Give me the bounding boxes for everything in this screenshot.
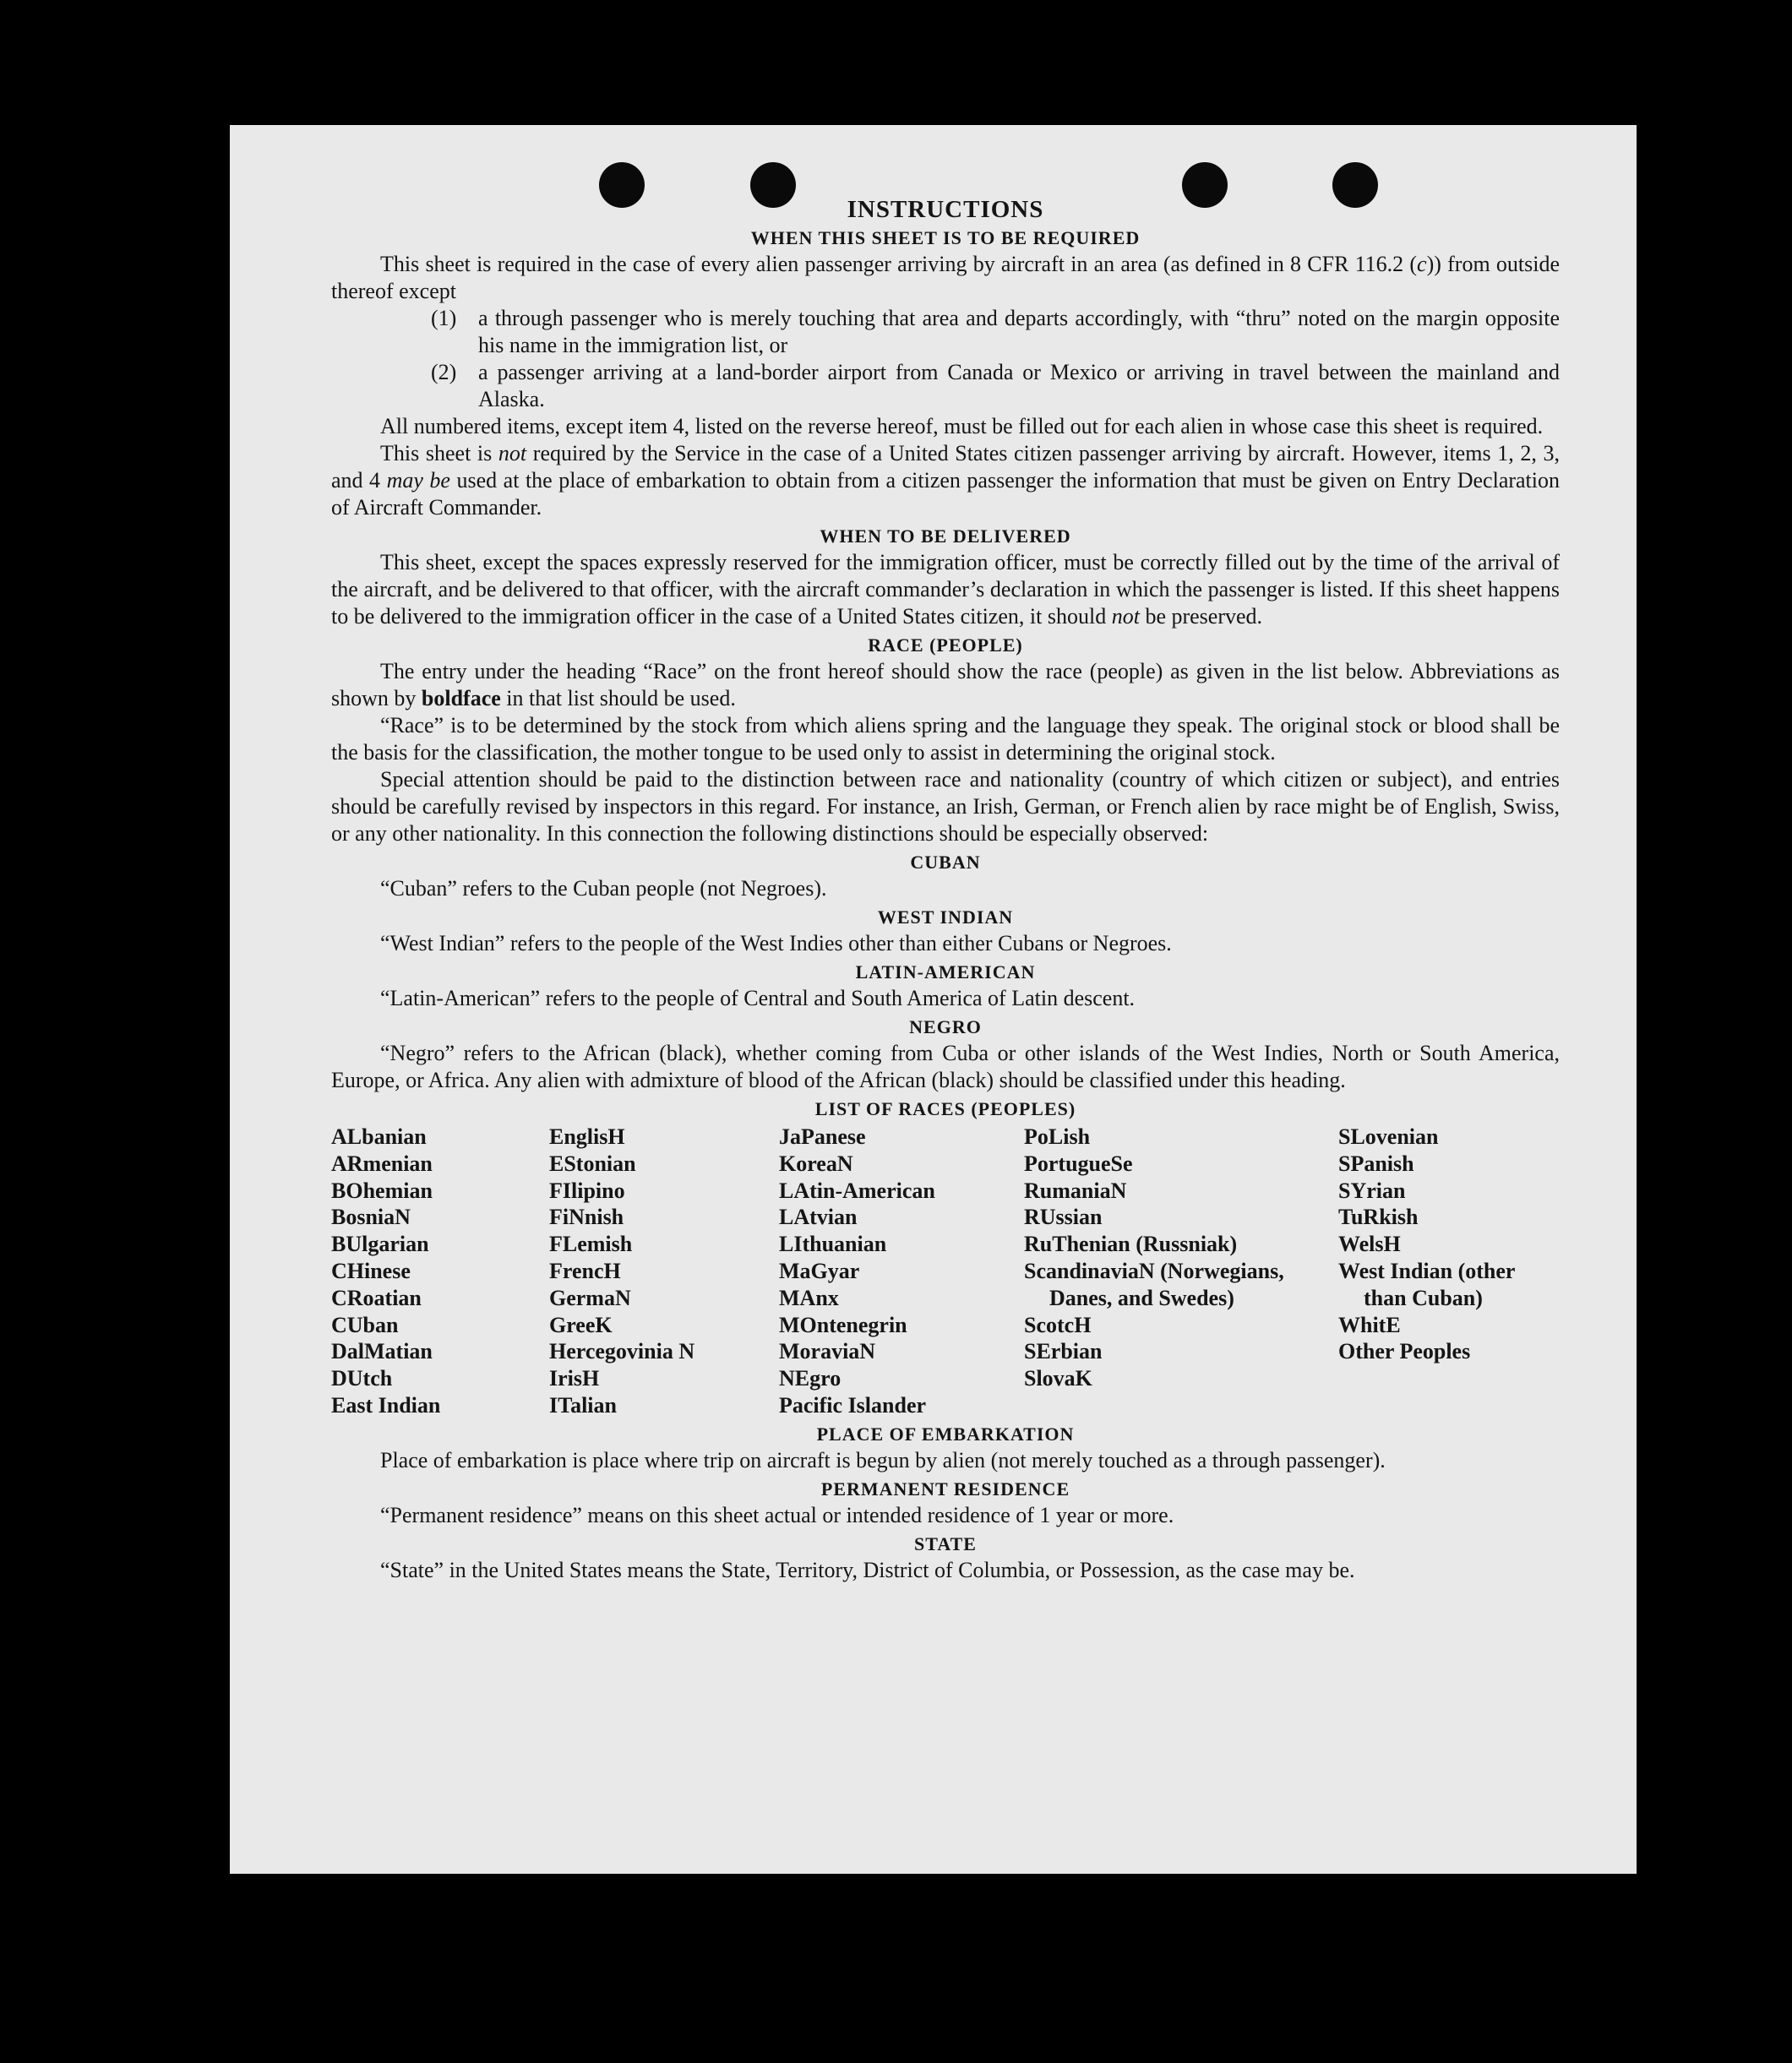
paragraph-cuban: “Cuban” refers to the Cuban people (not Negroes).: [380, 876, 827, 901]
races-column: [779, 1124, 1024, 1419]
race-entry: SlovaK: [1024, 1366, 1092, 1391]
instructions-content: [331, 193, 1560, 1584]
list-item-text: a through passenger who is merely touching that area and departs accordingly, with “thru” noted on the margin opposite his name in the immigration list, or: [478, 306, 1560, 357]
race-entry: ITalian: [549, 1392, 617, 1418]
heading-residence: PERMANENT RESIDENCE: [820, 1478, 1070, 1500]
heading-cuban: CUBAN: [910, 852, 981, 873]
document-sheet: [230, 125, 1637, 1874]
paragraph-negro: “Negro” refers to the African (black), whether coming from Cuba or other islands of the West Indies, North or South America, Europe, or Africa. Any alien with admixture of blood of the African (black) should be classified under this heading.: [331, 1041, 1560, 1092]
list-item-text: a passenger arriving at a land-border airport from Canada or Mexico or arriving in travel between the mainland and Alaska.: [478, 360, 1560, 411]
race-entry: SYrian: [1338, 1178, 1406, 1203]
race-entry: DalMatian: [331, 1339, 433, 1364]
race-entry: RuThenian (Russniak): [1024, 1232, 1238, 1257]
race-entry: JaPanese: [779, 1124, 866, 1149]
race-entry: DUtch: [331, 1366, 393, 1391]
heading-embarkation: PLACE OF EMBARKATION: [816, 1423, 1075, 1445]
race-entry: MAnx: [779, 1285, 839, 1310]
race-entry: FrencH: [549, 1258, 621, 1283]
race-entry: PortugueSe: [1024, 1151, 1133, 1176]
races-column: [549, 1124, 779, 1419]
heading-list-of-races: LIST OF RACES (PEOPLES): [814, 1098, 1076, 1119]
race-entry: PoLish: [1024, 1124, 1091, 1149]
races-column: [331, 1124, 549, 1419]
race-entry: SPanish: [1338, 1151, 1414, 1176]
race-entry: SLovenian: [1338, 1124, 1439, 1149]
paragraph-west-indian: “West Indian” refers to the people of the West Indies other than either Cubans or Negroes.: [380, 931, 1172, 955]
race-entry: FLemish: [549, 1232, 633, 1257]
paragraph-race-nationality: Special attention should be paid to the distinction between race and nationality (country of which citizen or subject), and entries should be carefully revised by inspectors in this regard. For instance, an Irish, German, or French alien by race might be of English, Swiss, or any other nationality. In this connection the following distinctions should be especially observed:: [331, 767, 1560, 846]
paragraph-residence: “Permanent residence” means on this sheet actual or intended residence of 1 year or more.: [380, 1502, 1174, 1527]
race-entry: CRoatian: [331, 1285, 422, 1310]
race-entry: CHinese: [331, 1258, 411, 1283]
race-entry: ALbanian: [331, 1124, 427, 1149]
race-entry: MOntenegrin: [779, 1312, 907, 1337]
paragraph-citizen-passenger: This sheet is not required by the Service in the case of a United States citizen passenger arriving by aircraft. However, items 1, 2, 3, and 4 may be used at the place of embarkation to obtain from a citizen passenger the information that must be given on Entry Declaration of Aircraft Commander.: [331, 441, 1560, 520]
paragraph-numbered-items: All numbered items, except item 4, listed on the reverse hereof, must be filled out for each alien in whose case this sheet is required.: [380, 414, 1544, 438]
races-list: [331, 1124, 1560, 1419]
race-entry: WelsH: [1338, 1232, 1401, 1257]
heading-negro: NEGRO: [909, 1016, 982, 1037]
race-entry: Pacific Islander: [779, 1392, 927, 1418]
paragraph-delivered: This sheet, except the spaces expressly reserved for the immigration officer, must be correctly filled out by the time of the arrival of the aircraft, and be delivered to that officer, with the aircraft commander’s declaration in which the passenger is listed. If this sheet happens to be delivered to the immigration officer in the case of a United States citizen, it should not be preserved.: [331, 550, 1560, 629]
race-entry: LAtvian: [779, 1205, 858, 1230]
heading-when-required: WHEN THIS SHEET IS TO BE REQUIRED: [750, 227, 1141, 248]
race-entry: East Indian: [331, 1392, 441, 1418]
paragraph-required-intro: This sheet is required in the case of every alien passenger arriving by aircraft in an area (as defined in 8 CFR 116.2 (c)) from outside thereof except: [331, 252, 1560, 303]
paragraph-race-entry: The entry under the heading “Race” on the front hereof should show the race (people) as given in the list below. Abbreviations as shown by boldface in that list should be used.: [331, 659, 1560, 710]
heading-race: RACE (PEOPLE): [868, 634, 1023, 656]
race-entry: FiNnish: [549, 1205, 624, 1230]
race-entry: GermaN: [549, 1285, 631, 1310]
race-entry: RumaniaN: [1024, 1178, 1127, 1203]
race-entry: ScotcH: [1024, 1312, 1092, 1337]
race-entry: EnglisH: [549, 1124, 625, 1149]
race-entry: BOhemian: [331, 1178, 433, 1203]
paragraph-state: “State” in the United States means the State, Territory, District of Columbia, or Possession, as the case may be.: [380, 1557, 1355, 1582]
paragraph-race-stock: “Race” is to be determined by the stock from which aliens spring and the language they speak. The original stock or blood shall be the basis for the classification, the mother tongue to be used only to assist in determining the original stock.: [331, 713, 1560, 765]
races-column: [1024, 1124, 1338, 1419]
heading-when-delivered: WHEN TO BE DELIVERED: [820, 525, 1071, 547]
list-item: [431, 305, 1560, 359]
list-item-number: (2): [431, 360, 457, 384]
race-entry: MoraviaN: [779, 1339, 876, 1364]
race-entry: Other Peoples: [1338, 1339, 1471, 1364]
heading-west-indian: WEST INDIAN: [877, 906, 1014, 928]
race-entry: LIthuanian: [779, 1232, 887, 1257]
race-entry: West Indian (other than Cuban): [1338, 1258, 1515, 1310]
paragraph-latin-american: “Latin-American” refers to the people of Central and South America of Latin descent.: [380, 986, 1136, 1010]
heading-state: STATE: [914, 1532, 977, 1554]
race-entry: KoreaN: [779, 1151, 853, 1176]
race-entry: CUban: [331, 1312, 399, 1337]
race-entry: WhitE: [1338, 1312, 1401, 1337]
race-entry: FIlipino: [549, 1178, 625, 1203]
race-entry: TuRkish: [1338, 1205, 1419, 1230]
race-entry: GreeK: [549, 1312, 613, 1337]
race-entry: EStonian: [549, 1151, 636, 1176]
paragraph-embarkation: Place of embarkation is place where trip on aircraft is begun by alien (not merely touched as a through passenger).: [380, 1447, 1386, 1472]
page-title: INSTRUCTIONS: [847, 196, 1044, 223]
race-entry: ScandinaviaN (Norwegians, Danes, and Swedes): [1024, 1258, 1284, 1310]
race-entry: IrisH: [549, 1366, 600, 1391]
list-item: [431, 359, 1560, 413]
race-entry: BosniaN: [331, 1205, 411, 1230]
race-entry: BUlgarian: [331, 1232, 429, 1257]
race-entry: SErbian: [1024, 1339, 1103, 1364]
race-entry: ARmenian: [331, 1151, 433, 1176]
race-entry: Hercegovinia N: [549, 1339, 695, 1364]
race-entry: RUssian: [1024, 1205, 1103, 1230]
heading-latin-american: LATIN-AMERICAN: [855, 961, 1036, 983]
races-column: [1338, 1124, 1560, 1419]
race-entry: LAtin-American: [779, 1178, 935, 1203]
race-entry: MaGyar: [779, 1258, 860, 1283]
list-item-number: (1): [431, 306, 457, 330]
race-entry: NEgro: [779, 1366, 842, 1391]
